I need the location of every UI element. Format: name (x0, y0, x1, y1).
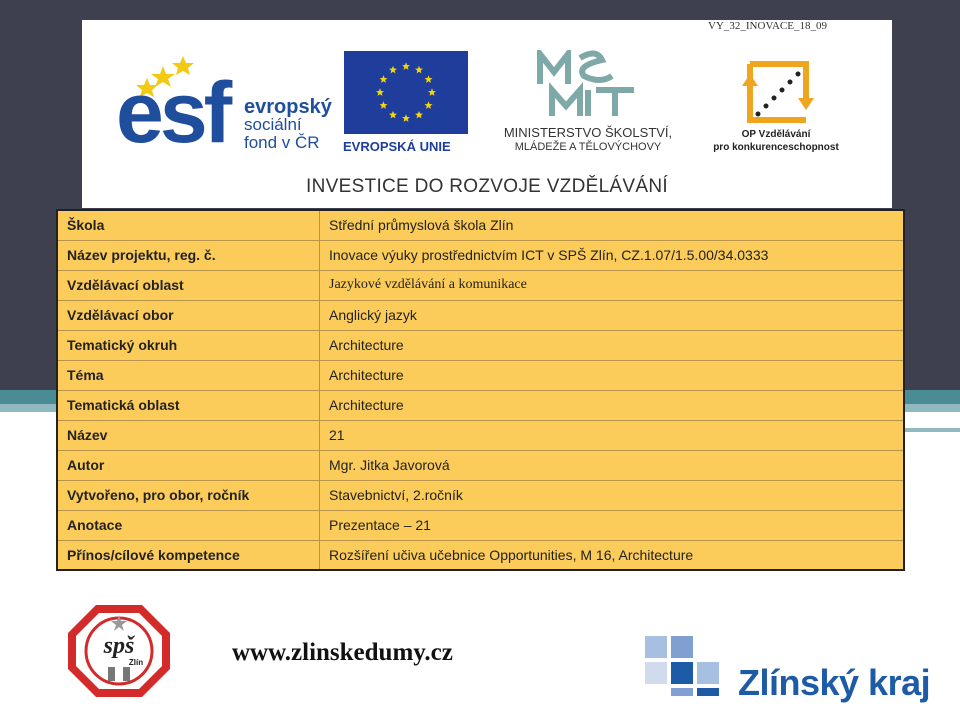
row-key: Autor (57, 450, 320, 480)
msmt-caption-line2: MLÁDEŽE A TĚLOVÝCHOVY (514, 141, 662, 153)
table-row (57, 390, 904, 420)
row-value: Inovace výuky prostřednictvím ICT v SPŠ Zlín, CZ.1.07/1.5.00/34.0333 (320, 240, 905, 270)
reference-code: VY_32_INOVACE_18_09 (708, 20, 827, 32)
row-key: Název (57, 420, 320, 450)
row-value: Jazykové vzdělávání a komunikace (320, 270, 905, 300)
esf-caption-line2: sociální (244, 115, 302, 134)
row-key: Anotace (57, 510, 320, 540)
table-row (57, 300, 904, 330)
row-key: Vytvořeno, pro obor, ročník (57, 480, 320, 510)
table-row (57, 360, 904, 390)
esf-caption-line1: evropský (244, 96, 332, 118)
table-row (57, 510, 904, 540)
msmt-caption (482, 126, 694, 154)
row-key: Vzdělávací oblast (57, 270, 320, 300)
row-key: Tematický okruh (57, 330, 320, 360)
eu-flag-icon (344, 51, 468, 134)
row-value: Architecture (320, 330, 905, 360)
row-value: Anglický jazyk (320, 300, 905, 330)
row-key: Vzdělávací obor (57, 300, 320, 330)
row-key: Název projektu, reg. č. (57, 240, 320, 270)
row-value: Prezentace – 21 (320, 510, 905, 540)
esf-caption-line3: fond v ČR (244, 133, 320, 152)
table-row (57, 240, 904, 270)
eu-label: EVROPSKÁ UNIE (343, 139, 451, 154)
table-row (57, 270, 904, 300)
msmt-caption-line1: MINISTERSTVO ŠKOLSTVÍ, (503, 125, 673, 140)
row-value: Architecture (320, 390, 905, 420)
table-row (57, 420, 904, 450)
esf-wordmark: esf (116, 65, 229, 161)
zlinsky-kraj-wordmark: Zlínský kraj (738, 662, 931, 703)
row-key: Přínos/cílové kompetence (57, 540, 320, 570)
row-value: Mgr. Jitka Javorová (320, 450, 905, 480)
table-row (57, 540, 904, 570)
sps-logo-text: spš (103, 633, 135, 659)
zlinsky-kraj-squares-icon (645, 636, 735, 696)
op-caption (706, 128, 846, 154)
row-key: Škola (57, 210, 320, 240)
investice-heading: INVESTICE DO ROZVOJE VZDĚLÁVÁNÍ (306, 176, 668, 197)
sps-logo-sub: Zlín (128, 658, 144, 667)
info-table (56, 209, 905, 571)
right-accent-line (905, 428, 960, 432)
row-value: Rozšíření učiva učebnice Opportunities, M 16, Architecture (320, 540, 905, 570)
esf-caption (244, 98, 332, 152)
op-caption-line2: pro konkurenceschopnost (713, 142, 839, 153)
table-row (57, 210, 904, 240)
row-value: Střední průmyslová škola Zlín (320, 210, 905, 240)
table-row (57, 330, 904, 360)
row-key: Tematická oblast (57, 390, 320, 420)
op-logo-icon (738, 56, 818, 128)
op-caption-line1: OP Vzdělávání (741, 129, 811, 140)
sps-logo-icon (66, 603, 172, 699)
table-row (57, 450, 904, 480)
msmt-logo-icon (536, 50, 636, 120)
row-key: Téma (57, 360, 320, 390)
table-row (57, 480, 904, 510)
row-value: 21 (320, 420, 905, 450)
website-url[interactable]: www.zlinskedumy.cz (232, 639, 453, 666)
row-value: Stavebnictví, 2.ročník (320, 480, 905, 510)
row-value: Architecture (320, 360, 905, 390)
